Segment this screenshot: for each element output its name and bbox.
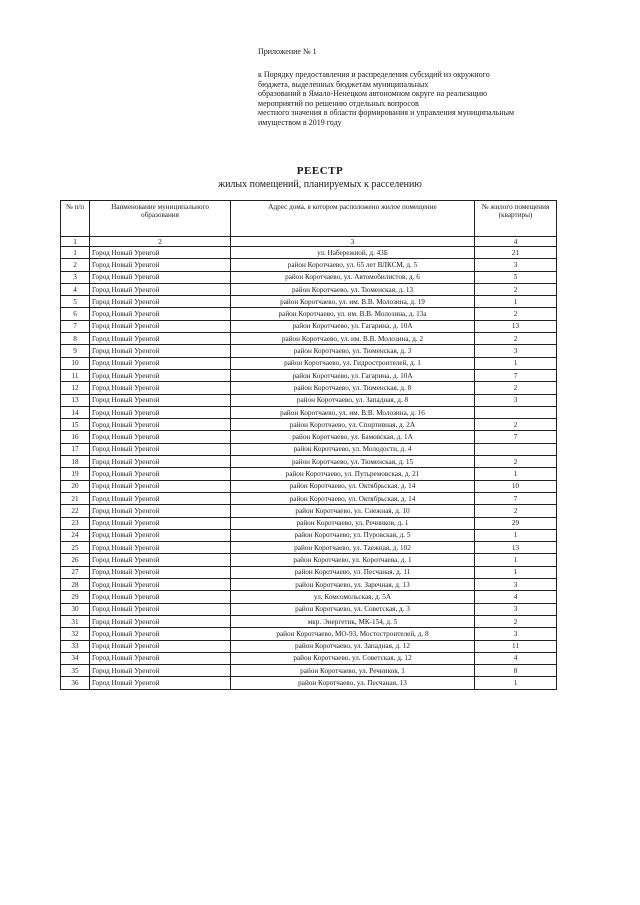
- address-cell: район Коротчаево, ул. Западная, д. 8: [231, 394, 475, 406]
- address-cell: район Коротчаево, МО-93, Мостостроителей, д. 8: [231, 628, 475, 640]
- row-number: 15: [61, 419, 90, 431]
- municipality-cell: Город Новый Уренгой: [90, 665, 231, 677]
- apartment-cell: 8: [475, 665, 557, 677]
- address-cell: район Коротчаево, ул. Тюменская, д. 3: [231, 345, 475, 357]
- table-row: [61, 382, 557, 394]
- register-title: РЕЕСТР: [296, 165, 344, 177]
- row-number: 8: [61, 333, 90, 345]
- address-cell: район Коротчаево, ул. Таежная, д. 102: [231, 542, 475, 554]
- address-cell: район Коротчаево, ул. им. В.В. Молозина, д. 16: [231, 406, 475, 418]
- appendix-line: местного значения в области формирования и управления муниципальным: [258, 108, 515, 118]
- address-cell: район Коротчаево, ул. Октябрьская, д. 14: [231, 480, 475, 492]
- apartment-cell: 3: [475, 603, 557, 615]
- table-row: [61, 480, 557, 492]
- row-number: 14: [61, 406, 90, 418]
- address-cell: район Коротчаево, ул. Советская, д. 3: [231, 603, 475, 615]
- municipality-cell: Город Новый Уренгой: [90, 419, 231, 431]
- table-row: [61, 333, 557, 345]
- column-number: 4: [475, 237, 557, 247]
- apartment-cell: 3: [475, 394, 557, 406]
- table-row: [61, 271, 557, 283]
- municipality-cell: Город Новый Уренгой: [90, 247, 231, 259]
- table-row: [61, 394, 557, 406]
- address-cell: район Коротчаево, ул. Заречная, д. 13: [231, 579, 475, 591]
- municipality-cell: Город Новый Уренгой: [90, 333, 231, 345]
- apartment-cell: 3: [475, 579, 557, 591]
- apartment-cell: 2: [475, 615, 557, 627]
- row-number: 1: [61, 247, 90, 259]
- table-row: [61, 529, 557, 541]
- apartment-cell: 5: [475, 271, 557, 283]
- municipality-cell: Город Новый Уренгой: [90, 382, 231, 394]
- address-cell: район Коротчаево, ул. Путьремовская, д. 21: [231, 468, 475, 480]
- municipality-cell: Город Новый Уренгой: [90, 640, 231, 652]
- row-number: 26: [61, 554, 90, 566]
- row-number: 5: [61, 296, 90, 308]
- apartment-cell: 7: [475, 492, 557, 504]
- apartment-cell: 7: [475, 369, 557, 381]
- row-number: 20: [61, 480, 90, 492]
- apartment-cell: 3: [475, 628, 557, 640]
- row-number: 27: [61, 566, 90, 578]
- address-cell: район Коротчаево, ул. Гагарина, д. 10А: [231, 369, 475, 381]
- apartment-cell: 2: [475, 505, 557, 517]
- table-row: [61, 566, 557, 578]
- address-cell: ул. Комсомольская, д. 5А: [231, 591, 475, 603]
- municipality-cell: Город Новый Уренгой: [90, 591, 231, 603]
- table-row: [61, 677, 557, 689]
- appendix-line: мероприятий по решению отдельных вопросов: [258, 98, 419, 108]
- table-row: [61, 579, 557, 591]
- appendix-line: к Порядку предоставления и распределения субсидий из окружного: [258, 70, 490, 79]
- municipality-cell: Город Новый Уренгой: [90, 677, 231, 689]
- address-cell: район Коротчаево, ул. Тюменская, д. 8: [231, 382, 475, 394]
- address-cell: район Коротчаево, ул. Песчаная, д. 11: [231, 566, 475, 578]
- table-row: [61, 296, 557, 308]
- column-number: 1: [61, 237, 90, 247]
- municipality-cell: Город Новый Уренгой: [90, 603, 231, 615]
- row-number: 34: [61, 652, 90, 664]
- apartment-cell: [475, 406, 557, 418]
- address-cell: район Коротчаево, ул. Коротчаева, д. 1: [231, 554, 475, 566]
- municipality-cell: Город Новый Уренгой: [90, 542, 231, 554]
- row-number: 11: [61, 369, 90, 381]
- address-cell: район Коротчаево, ул. Тюменская, д. 15: [231, 456, 475, 468]
- apartment-cell: [475, 443, 557, 455]
- apartment-cell: 1: [475, 468, 557, 480]
- apartment-cell: 2: [475, 333, 557, 345]
- row-number: 16: [61, 431, 90, 443]
- table-row: [61, 247, 557, 259]
- apartment-cell: 13: [475, 320, 557, 332]
- header-address: Адрес дома, в котором расположено жилое помещение: [231, 201, 475, 237]
- apartment-cell: 2: [475, 308, 557, 320]
- address-cell: район Коротчаево, ул. Бамовская, д. 1А: [231, 431, 475, 443]
- address-cell: мкр. Энергетик, МК-154, д. 5: [231, 615, 475, 627]
- row-number: 3: [61, 271, 90, 283]
- municipality-cell: Город Новый Уренгой: [90, 517, 231, 529]
- table-row: [61, 320, 557, 332]
- column-number-row: [61, 237, 557, 247]
- address-cell: район Коротчаево, ул. Автомобилистов, д. 6: [231, 271, 475, 283]
- address-cell: район Коротчаево, ул. Западная, д. 12: [231, 640, 475, 652]
- address-cell: район Коротчаево, ул. Спортивная, д. 2А: [231, 419, 475, 431]
- municipality-cell: Город Новый Уренгой: [90, 320, 231, 332]
- municipality-cell: Город Новый Уренгой: [90, 357, 231, 369]
- table-row: [61, 603, 557, 615]
- row-number: 7: [61, 320, 90, 332]
- row-number: 36: [61, 677, 90, 689]
- row-number: 9: [61, 345, 90, 357]
- row-number: 28: [61, 579, 90, 591]
- address-cell: район Коротчаево, ул. 65 лет ВЛКСМ, д. 5: [231, 259, 475, 271]
- address-cell: район Коротчаево, ул. Песчаная, 13: [231, 677, 475, 689]
- row-number: 25: [61, 542, 90, 554]
- municipality-cell: Город Новый Уренгой: [90, 505, 231, 517]
- appendix-text: [258, 70, 588, 128]
- apartment-cell: 3: [475, 345, 557, 357]
- municipality-cell: Город Новый Уренгой: [90, 554, 231, 566]
- apartment-cell: 10: [475, 480, 557, 492]
- municipality-cell: Город Новый Уренгой: [90, 566, 231, 578]
- table-row: [61, 591, 557, 603]
- address-cell: район Коротчаево, ул. Октябрьская, д. 14: [231, 492, 475, 504]
- appendix-line: образований в Ямало-Ненецком автономном округе на реализацию: [258, 89, 488, 99]
- table-row: [61, 652, 557, 664]
- row-number: 23: [61, 517, 90, 529]
- apartment-cell: 2: [475, 419, 557, 431]
- table-row: [61, 517, 557, 529]
- address-cell: район Коротчаево, ул. им. В.В. Молозина, д. 19: [231, 296, 475, 308]
- table-body: [61, 237, 557, 690]
- table-row: [61, 615, 557, 627]
- table-row: [61, 443, 557, 455]
- address-cell: район Коротчаево, ул. Советская, д. 12: [231, 652, 475, 664]
- row-number: 31: [61, 615, 90, 627]
- address-cell: район Коротчаево, ул. Гидростроителей, д. 1: [231, 357, 475, 369]
- address-cell: район Коротчаево, ул. им. В.В. Молозина, д. 2: [231, 333, 475, 345]
- table-row: [61, 308, 557, 320]
- row-number: 17: [61, 443, 90, 455]
- municipality-cell: Город Новый Уренгой: [90, 579, 231, 591]
- row-number: 18: [61, 456, 90, 468]
- row-number: 2: [61, 259, 90, 271]
- municipality-cell: Город Новый Уренгой: [90, 271, 231, 283]
- header-apartment: № жилого помещения (квартиры): [475, 201, 557, 237]
- appendix-line: имуществом в 2019 году: [258, 117, 342, 127]
- table-row: [61, 468, 557, 480]
- municipality-cell: Город Новый Уренгой: [90, 406, 231, 418]
- apartment-cell: 4: [475, 591, 557, 603]
- municipality-cell: Город Новый Уренгой: [90, 443, 231, 455]
- apartment-cell: 13: [475, 542, 557, 554]
- address-cell: район Коротчаево, ул. Тюменская, д. 13: [231, 283, 475, 295]
- table-row: [61, 406, 557, 418]
- municipality-cell: Город Новый Уренгой: [90, 431, 231, 443]
- row-number: 22: [61, 505, 90, 517]
- register-subtitle: жилых помещений, планируемых к расселению: [218, 179, 422, 190]
- apartment-cell: 3: [475, 259, 557, 271]
- municipality-cell: Город Новый Уренгой: [90, 296, 231, 308]
- table-row: [61, 640, 557, 652]
- municipality-cell: Город Новый Уренгой: [90, 259, 231, 271]
- apartment-cell: 1: [475, 296, 557, 308]
- municipality-cell: Город Новый Уренгой: [90, 456, 231, 468]
- apartment-cell: 29: [475, 517, 557, 529]
- row-number: 10: [61, 357, 90, 369]
- municipality-cell: Город Новый Уренгой: [90, 345, 231, 357]
- municipality-cell: Город Новый Уренгой: [90, 652, 231, 664]
- municipality-cell: Город Новый Уренгой: [90, 308, 231, 320]
- row-number: 24: [61, 529, 90, 541]
- table-row: [61, 345, 557, 357]
- apartment-cell: 21: [475, 247, 557, 259]
- register-table: [60, 200, 557, 690]
- column-number: 3: [231, 237, 475, 247]
- appendix-title: Приложение № 1: [258, 47, 317, 56]
- address-cell: район Коротчаево, ул. им. В.В. Молозина, д. 13а: [231, 308, 475, 320]
- municipality-cell: Город Новый Уренгой: [90, 492, 231, 504]
- apartment-cell: 11: [475, 640, 557, 652]
- municipality-cell: Город Новый Уренгой: [90, 369, 231, 381]
- row-number: 29: [61, 591, 90, 603]
- address-cell: район Коротчаево, ул. Молодости, д. 4: [231, 443, 475, 455]
- municipality-cell: Город Новый Уренгой: [90, 394, 231, 406]
- row-number: 4: [61, 283, 90, 295]
- address-cell: район Коротчаево, ул. Речников, 1: [231, 665, 475, 677]
- row-number: 32: [61, 628, 90, 640]
- apartment-cell: 2: [475, 456, 557, 468]
- municipality-cell: Город Новый Уренгой: [90, 615, 231, 627]
- table-row: [61, 259, 557, 271]
- apartment-cell: 2: [475, 382, 557, 394]
- apartment-cell: 4: [475, 652, 557, 664]
- municipality-cell: Город Новый Уренгой: [90, 480, 231, 492]
- row-number: 21: [61, 492, 90, 504]
- address-cell: район Коротчаево, ул. Гагарина, д. 10А: [231, 320, 475, 332]
- municipality-cell: Город Новый Уренгой: [90, 529, 231, 541]
- address-cell: район Коротчаево, ул. Снежная, д. 10: [231, 505, 475, 517]
- table-row: [61, 542, 557, 554]
- row-number: 30: [61, 603, 90, 615]
- address-cell: ул. Набережной, д. 43Б: [231, 247, 475, 259]
- header-number: № п/п: [61, 201, 90, 237]
- table-row: [61, 505, 557, 517]
- municipality-cell: Город Новый Уренгой: [90, 468, 231, 480]
- municipality-cell: Город Новый Уренгой: [90, 283, 231, 295]
- table-row: [61, 369, 557, 381]
- apartment-cell: 1: [475, 677, 557, 689]
- table-header-row: [61, 201, 557, 237]
- column-number: 2: [90, 237, 231, 247]
- table-row: [61, 357, 557, 369]
- row-number: 19: [61, 468, 90, 480]
- table-row: [61, 456, 557, 468]
- table-row: [61, 431, 557, 443]
- address-cell: район Коротчаево, ул. Пуровская, д. 5: [231, 529, 475, 541]
- apartment-cell: 1: [475, 357, 557, 369]
- row-number: 12: [61, 382, 90, 394]
- table-row: [61, 492, 557, 504]
- header-municipality: Наименование муниципального образования: [90, 201, 231, 237]
- table-row: [61, 554, 557, 566]
- appendix-line: бюджета, выделенных бюджетам муниципальных: [258, 79, 429, 89]
- apartment-cell: 7: [475, 431, 557, 443]
- apartment-cell: 1: [475, 554, 557, 566]
- table-row: [61, 628, 557, 640]
- apartment-cell: 1: [475, 566, 557, 578]
- address-cell: район Коротчаево, ул. Речников, д. 1: [231, 517, 475, 529]
- table-row: [61, 665, 557, 677]
- table-row: [61, 419, 557, 431]
- table-row: [61, 283, 557, 295]
- row-number: 33: [61, 640, 90, 652]
- apartment-cell: 2: [475, 283, 557, 295]
- row-number: 6: [61, 308, 90, 320]
- row-number: 35: [61, 665, 90, 677]
- apartment-cell: 1: [475, 529, 557, 541]
- row-number: 13: [61, 394, 90, 406]
- municipality-cell: Город Новый Уренгой: [90, 628, 231, 640]
